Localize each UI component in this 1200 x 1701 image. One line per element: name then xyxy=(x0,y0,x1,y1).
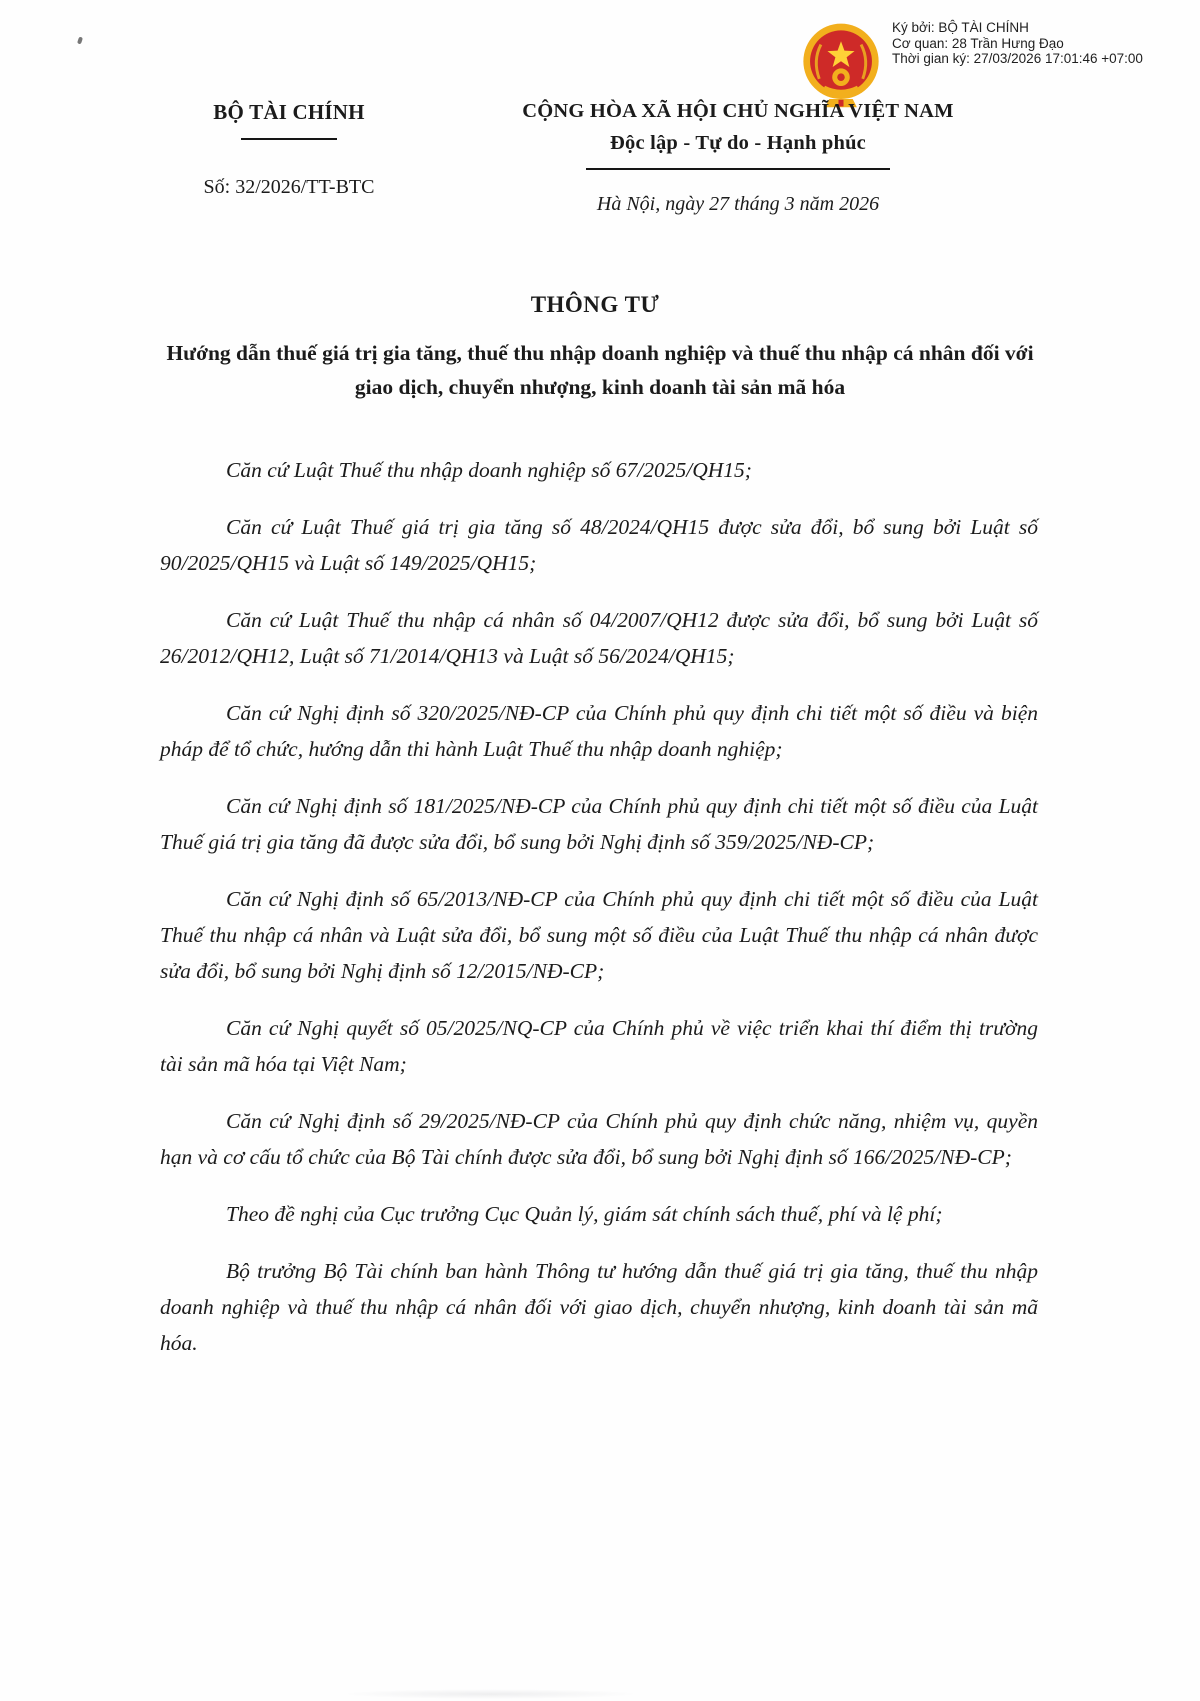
preamble-paragraph: Căn cứ Luật Thuế giá trị gia tăng số 48/2024/QH15 được sửa đổi, bổ sung bởi Luật số 90/2025/QH15 và Luật số 149/2025/QH15; xyxy=(160,515,1038,575)
issuer-block xyxy=(128,100,450,199)
signature-signer: Ký bởi: BỘ TÀI CHÍNH xyxy=(892,20,1029,35)
document-subject: Hướng dẫn thuế giá trị gia tăng, thuế thu nhập doanh nghiệp và thuế thu nhập cá nhân đối với giao dịch, chuyển nhượng, kinh doanh tài sản mã hóa xyxy=(166,341,1034,399)
preamble-paragraph: Căn cứ Nghị định số 65/2013/NĐ-CP của Chính phủ quy định chi tiết một số điều của Luật Thuế thu nhập cá nhân và Luật sửa đổi, bổ sung một số điều của Luật Thuế thu nhập cá nhân được sửa đổi, bổ sung bởi Nghị định số 12/2015/NĐ-CP; xyxy=(160,887,1038,983)
preamble-paragraph: Căn cứ Luật Thuế thu nhập cá nhân số 04/2007/QH12 được sửa đổi, bổ sung bởi Luật số 26/2012/QH12, Luật số 71/2014/QH13 và Luật số 56/2024/QH15; xyxy=(160,608,1038,668)
national-header-block xyxy=(442,100,1034,216)
preamble-paragraph: Căn cứ Luật Thuế thu nhập doanh nghiệp số 67/2025/QH15; xyxy=(226,458,752,482)
preamble-paragraph: Bộ trưởng Bộ Tài chính ban hành Thông tư hướng dẫn thuế giá trị gia tăng, thuế thu nhập doanh nghiệp và thuế thu nhập cá nhân đối với giao dịch, chuyển nhượng, kinh doanh tài sản mã hóa. xyxy=(160,1259,1038,1355)
signature-agency: Cơ quan: 28 Trần Hưng Đạo xyxy=(892,35,1064,51)
scan-smudge xyxy=(340,1689,640,1699)
place-and-date: Hà Nội, ngày 27 tháng 3 năm 2026 xyxy=(596,193,880,215)
preamble-paragraph: Căn cứ Nghị định số 29/2025/NĐ-CP của Chính phủ quy định chức năng, nhiệm vụ, quyền hạn và cơ cấu tổ chức của Bộ Tài chính được sửa đổi, bổ sung bởi Nghị định số 166/2025/NĐ-CP; xyxy=(160,1109,1038,1169)
preamble-paragraph: Căn cứ Nghị định số 181/2025/NĐ-CP của Chính phủ quy định chi tiết một số điều của Luật Thuế giá trị gia tăng đã được sửa đổi, bổ sung bởi Nghị định số 359/2025/NĐ-CP; xyxy=(160,794,1038,854)
issuer-name: BỘ TÀI CHÍNH xyxy=(213,100,365,124)
signature-time: Thời gian ký: 27/03/2026 17:01:46 +07:00 xyxy=(892,51,1143,66)
signature-info xyxy=(892,20,1143,67)
preamble-paragraph: Căn cứ Nghị quyết số 05/2025/NQ-CP của Chính phủ về việc triển khai thí điểm thị trường tài sản mã hóa tại Việt Nam; xyxy=(160,1016,1038,1076)
scan-artifact xyxy=(77,37,83,45)
document-type-title: THÔNG TƯ xyxy=(530,292,660,317)
national-motto: Độc lập - Tự do - Hạnh phúc xyxy=(610,132,866,154)
preamble-paragraph: Theo đề nghị của Cục trưởng Cục Quản lý, giám sát chính sách thuế, phí và lệ phí; xyxy=(226,1202,943,1226)
document-body xyxy=(160,452,1038,1382)
motto-underline xyxy=(586,168,890,170)
document-number: Số: 32/2026/TT-BTC xyxy=(203,176,375,198)
issuer-underline xyxy=(241,138,337,140)
preamble-paragraph: Căn cứ Nghị định số 320/2025/NĐ-CP của Chính phủ quy định chi tiết một số điều và biện pháp để tổ chức, hướng dẫn thi hành Luật Thuế thu nhập doanh nghiệp; xyxy=(160,701,1038,761)
republic-title: CỘNG HÒA XÃ HỘI CHỦ NGHĨA VIỆT NAM xyxy=(522,100,954,122)
